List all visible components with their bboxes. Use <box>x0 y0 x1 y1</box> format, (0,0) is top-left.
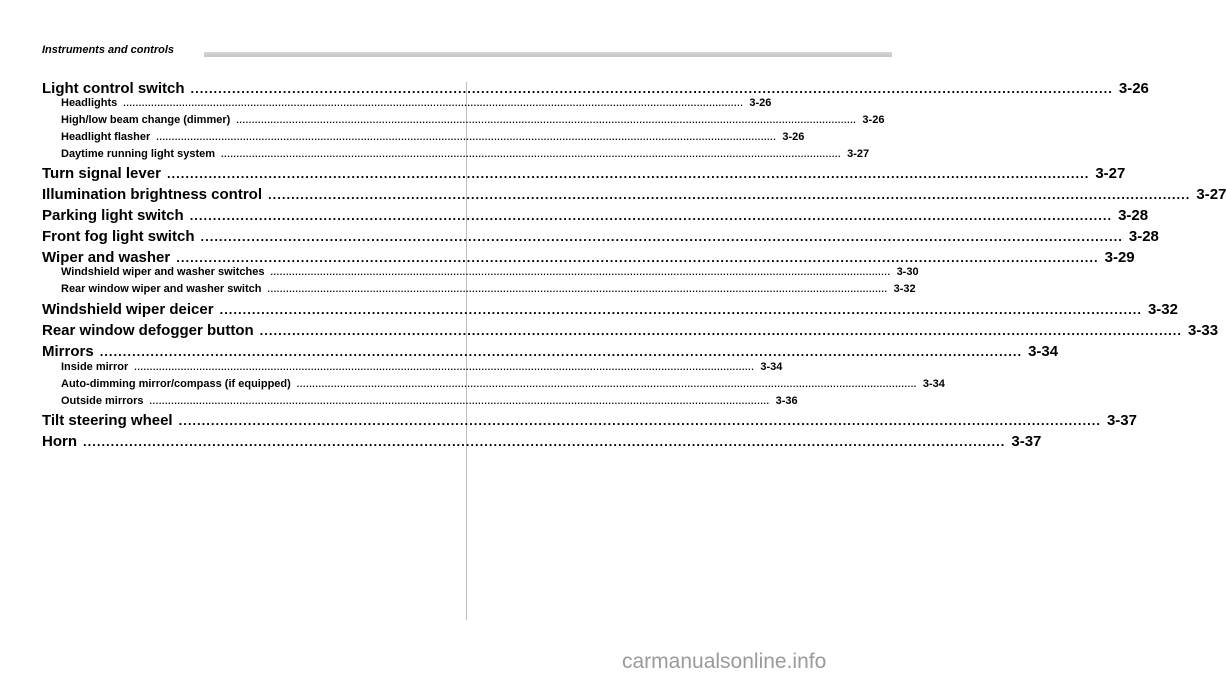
toc-entry[interactable] <box>42 249 1135 266</box>
dot-leader: ........................................................................................................................................................................................................ <box>189 208 1113 223</box>
toc-entry[interactable] <box>42 343 1059 360</box>
toc-entry-page: 3-30 <box>896 266 919 278</box>
toc-entry-page: 3-26 <box>782 131 805 143</box>
toc-entry-title: Turn signal lever <box>42 165 161 182</box>
dot-leader: ........................................................................................................................................................................................................ <box>166 166 1090 181</box>
toc-entry-title: Headlights <box>61 97 118 109</box>
toc-entry-title: Tilt steering wheel <box>42 412 173 429</box>
toc-entry-title: Parking light switch <box>42 207 184 224</box>
dot-leader: ........................................................................................................................................................................................................ <box>236 115 857 125</box>
toc-subentry[interactable] <box>42 97 772 109</box>
dot-leader: ........................................................................................................................................................................................................ <box>219 302 1142 317</box>
toc-subentry[interactable] <box>42 266 919 278</box>
toc-entry-title: Illumination brightness control <box>42 186 263 203</box>
dot-leader: ........................................................................................................................................................................................................ <box>99 344 1023 359</box>
toc-entry-page: 3-28 <box>1128 228 1159 245</box>
toc-entry-page: 3-27 <box>847 148 870 160</box>
toc-entry-title: Headlight flasher <box>61 131 151 143</box>
toc-entry[interactable] <box>42 207 1149 224</box>
dot-leader: ........................................................................................................................................................................................................ <box>221 149 842 159</box>
toc-subentry[interactable] <box>42 131 805 143</box>
toc-entry-page: 3-29 <box>1104 249 1135 266</box>
toc-entry[interactable] <box>42 228 1159 245</box>
toc-entry-page: 3-26 <box>862 114 885 126</box>
toc-subentry[interactable] <box>42 114 885 126</box>
toc-entry-page: 3-26 <box>1118 80 1149 97</box>
toc-entry-page: 3-34 <box>1028 343 1059 360</box>
toc-entry-title: Rear window defogger button <box>42 322 254 339</box>
toc-entry[interactable] <box>42 322 1219 339</box>
toc-subentry[interactable] <box>42 361 783 373</box>
toc-entry[interactable] <box>42 165 1126 182</box>
toc-entry-page: 3-33 <box>1188 322 1219 339</box>
dot-leader: ........................................................................................................................................................................................................ <box>190 81 1113 96</box>
toc-entry-title: Mirrors <box>42 343 94 360</box>
dot-leader: ........................................................................................................................................................................................................ <box>134 362 755 372</box>
dot-leader: ........................................................................................................................................................................................................ <box>267 284 888 294</box>
toc-entry-page: 3-32 <box>893 283 916 295</box>
dot-leader: ........................................................................................................................................................................................................ <box>200 229 1123 244</box>
toc-entry-page: 3-27 <box>1095 165 1126 182</box>
dot-leader: ........................................................................................................................................................................................................ <box>83 434 1006 449</box>
toc-entry-page: 3-28 <box>1118 207 1149 224</box>
toc-entry-title: Windshield wiper deicer <box>42 301 214 318</box>
toc-subentry[interactable] <box>42 283 916 295</box>
toc-entry[interactable] <box>42 186 1226 203</box>
toc-entry-title: Windshield wiper and washer switches <box>61 266 265 278</box>
dot-leader: ........................................................................................................................................................................................................ <box>259 323 1183 338</box>
dot-leader: ........................................................................................................................................................................................................ <box>176 250 1099 265</box>
toc-entry-page: 3-26 <box>749 97 772 109</box>
dot-leader: ........................................................................................................................................................................................................ <box>296 379 917 389</box>
toc-entry[interactable] <box>42 301 1178 318</box>
toc-entry-title: Front fog light switch <box>42 228 195 245</box>
dot-leader: ........................................................................................................................................................................................................ <box>178 413 1101 428</box>
toc-entry-title: Inside mirror <box>61 361 129 373</box>
toc-entry[interactable] <box>42 412 1137 429</box>
toc-entry-title: Daytime running light system <box>61 148 216 160</box>
dot-leader: ........................................................................................................................................................................................................ <box>156 132 777 142</box>
page-header <box>0 0 960 70</box>
toc-entry-page: 3-37 <box>1106 412 1137 429</box>
dot-leader: ........................................................................................................................................................................................................ <box>270 267 891 277</box>
toc-entry-page: 3-27 <box>1196 186 1226 203</box>
toc-entry-page: 3-34 <box>760 361 783 373</box>
toc-entry[interactable] <box>42 80 1149 97</box>
toc-entry-page: 3-32 <box>1147 301 1178 318</box>
toc-subentry[interactable] <box>42 148 870 160</box>
dot-leader: ........................................................................................................................................................................................................ <box>149 396 770 406</box>
toc-entry-page: 3-36 <box>775 395 798 407</box>
toc-entry-title: Wiper and washer <box>42 249 171 266</box>
toc-entry-title: Outside mirrors <box>61 395 144 407</box>
toc-entry-title: Rear window wiper and washer switch <box>61 283 262 295</box>
toc-subentry[interactable] <box>42 395 798 407</box>
watermark: carmanualsonline.info <box>622 650 827 673</box>
toc-entry-title: Light control switch <box>42 80 185 97</box>
toc-entry-title: Auto-dimming mirror/compass (if equipped) <box>61 378 291 390</box>
toc-entry-title: High/low beam change (dimmer) <box>61 114 231 126</box>
dot-leader: ........................................................................................................................................................................................................ <box>268 187 1191 202</box>
toc-entry[interactable] <box>42 433 1042 450</box>
toc-entry-page: 3-34 <box>922 378 945 390</box>
section-title: Instruments and controls <box>42 44 175 56</box>
toc-subentry[interactable] <box>42 378 945 390</box>
toc-entry-title: Horn <box>42 433 77 450</box>
toc-entry-page: 3-37 <box>1011 433 1042 450</box>
dot-leader: ........................................................................................................................................................................................................ <box>123 98 744 108</box>
